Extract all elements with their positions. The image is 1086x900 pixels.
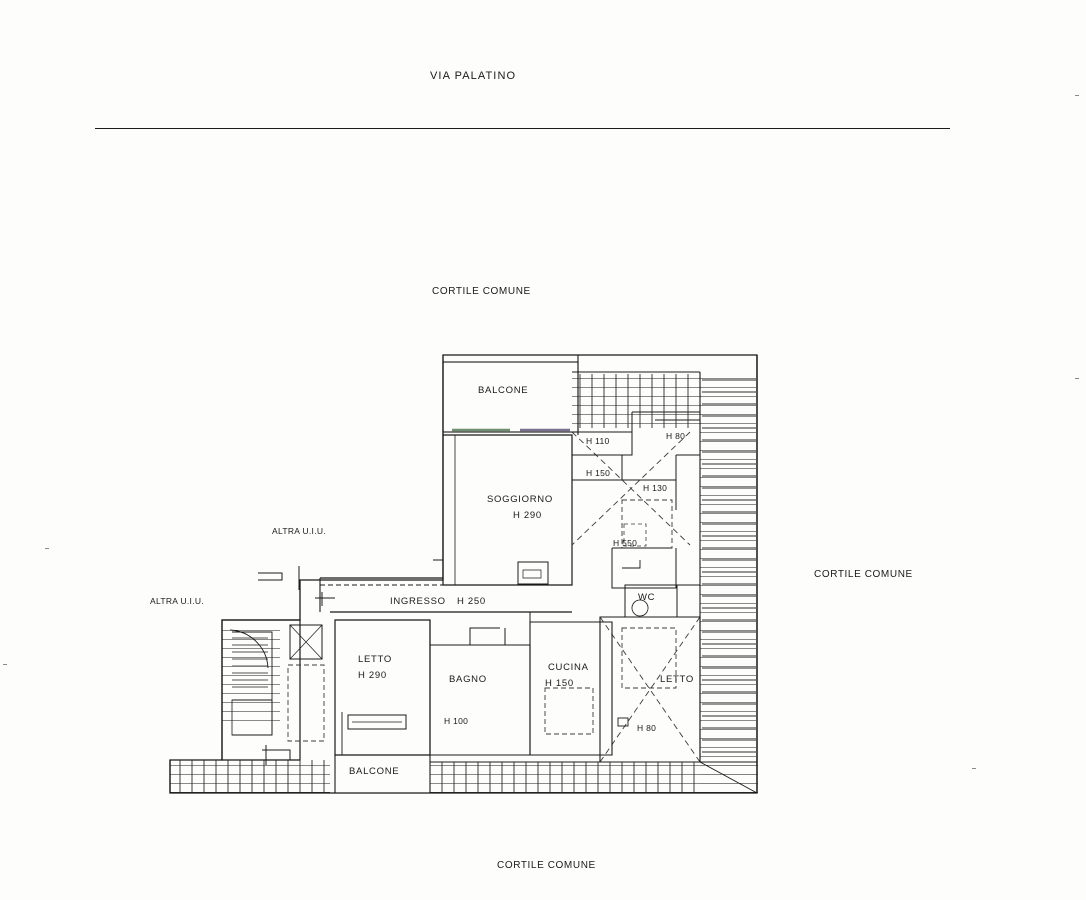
- room-label-wc: WC: [638, 592, 656, 603]
- courtyard-right-label: CORTILE COMUNE: [814, 569, 913, 580]
- room-label-balcone-top: BALCONE: [478, 385, 529, 396]
- scan-speckle: [1075, 95, 1079, 96]
- room-label-letto-2: LETTO: [660, 674, 694, 685]
- room-label-letto-1: LETTO: [358, 654, 392, 665]
- room-label-balcone-bottom: BALCONE: [349, 766, 400, 777]
- dimension-h80-top: H 80: [666, 431, 686, 441]
- dimension-h150-upper: H 150: [586, 468, 611, 478]
- dimension-h550: H 550: [613, 538, 638, 548]
- dimension-h130: H 130: [643, 483, 668, 493]
- scan-speckle: [972, 768, 976, 769]
- room-height-ingresso: H 250: [457, 596, 486, 607]
- room-label-soggiorno: SOGGIORNO: [487, 494, 553, 505]
- scan-speckle: [3, 664, 7, 665]
- room-label-bagno: BAGNO: [449, 674, 487, 685]
- dimension-h100: H 100: [444, 716, 469, 726]
- room-label-ingresso: INGRESSO: [390, 596, 446, 607]
- courtyard-top-label: CORTILE COMUNE: [432, 286, 531, 297]
- scan-speckle: [45, 548, 49, 549]
- dimension-h80-bottom: H 80: [637, 723, 657, 733]
- dimension-h110: H 110: [586, 436, 610, 446]
- street-title: VIA PALATINO: [430, 70, 517, 82]
- other-unit-label-1: ALTRA U.I.U.: [272, 526, 326, 536]
- courtyard-bottom-label: CORTILE COMUNE: [497, 860, 596, 871]
- room-height-soggiorno: H 290: [513, 510, 542, 521]
- room-height-cucina: H 150: [545, 678, 574, 689]
- room-label-cucina: CUCINA: [548, 662, 589, 673]
- other-unit-label-2: ALTRA U.I.U.: [150, 596, 204, 606]
- scan-speckle: [1075, 378, 1079, 379]
- room-height-letto-1: H 290: [358, 670, 387, 681]
